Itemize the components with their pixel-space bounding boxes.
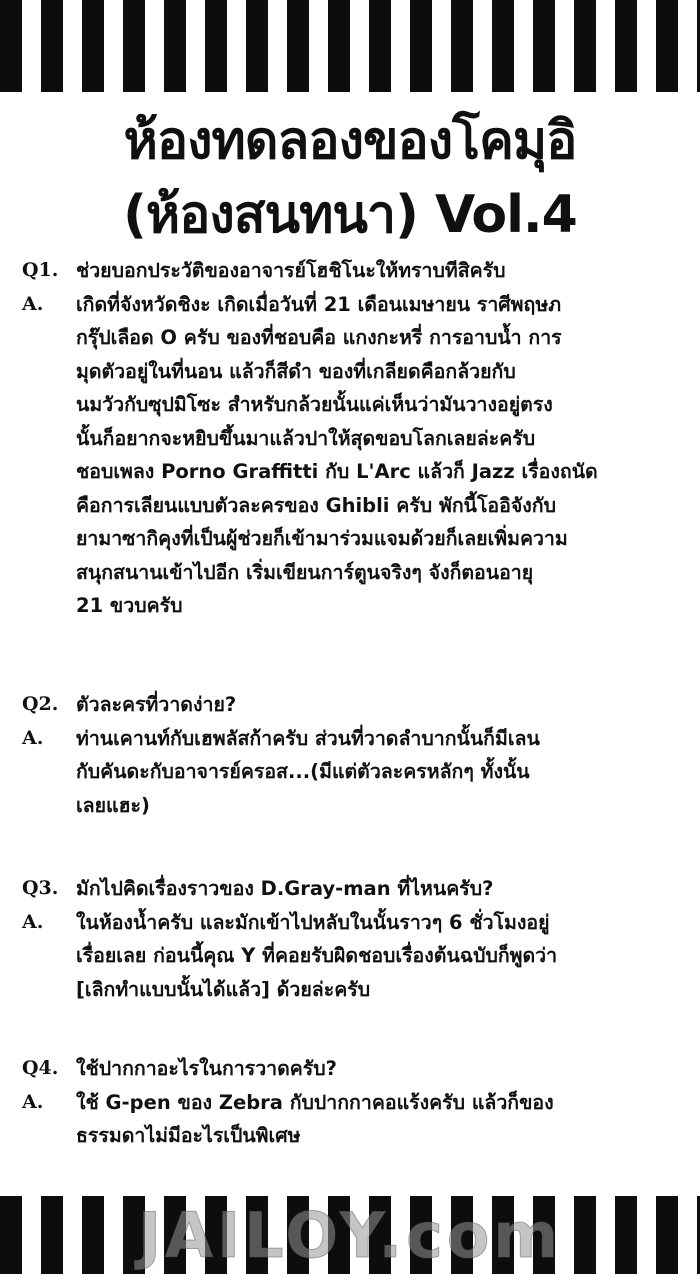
page-title-line-2: (ห้องสนทนา) Vol.4 — [123, 185, 577, 245]
page-title-line-1: ห้องทดลองของโคมุอิ — [123, 111, 577, 171]
answer-line: ยามาซากิคุงที่เป็นผู้ช่วยก็เข้ามาร่วมแจมด้วยก็เลยเพิ่มความ — [76, 527, 568, 550]
answer-line: ธรรมดาไม่มีอะไรเป็นพิเศษ — [76, 1124, 301, 1147]
qa-block-2 — [0, 688, 700, 822]
answer-line: [เลิกทำแบบนั้นได้แล้ว] ด้วยล่ะครับ — [76, 977, 371, 1001]
question-row — [0, 872, 700, 906]
question-label: Q2. — [22, 693, 59, 715]
answer-line: คือการเลียนแบบตัวละครของ Ghibli ครับ พักนี้โออิจังกับ — [76, 493, 556, 517]
watermark: JAILOY.com — [137, 1199, 563, 1272]
question-text: มักไปคิดเรื่องราวของ D.Gray-man ที่ไหนครับ? — [76, 877, 494, 900]
answer-row — [0, 906, 700, 1007]
question-text: ตัวละครที่วาดง่าย? — [76, 693, 237, 716]
answer-line: เลยแฮะ) — [76, 793, 150, 817]
answer-row — [0, 1086, 700, 1153]
question-row — [0, 254, 700, 288]
question-label: Q4. — [22, 1057, 59, 1079]
qa-block-4 — [0, 1052, 700, 1153]
answer-line: ในห้องน้ำครับ และมักเข้าไปหลับในนั้นราวๆ 6 ชั่วโมงอยู่ — [76, 910, 550, 934]
answer-line: นั้นก็อยากจะหยิบขึ้นมาแล้วปาให้สุดขอบโลกเลยล่ะครับ — [76, 426, 536, 450]
question-row — [0, 1052, 700, 1086]
question-text: ช่วยบอกประวัติของอาจารย์โฮชิโนะให้ทราบทีสิครับ — [76, 259, 506, 282]
top-stripe-border — [0, 0, 700, 92]
qa-block-3 — [0, 872, 700, 1006]
answer-line: สนุกสนานเข้าไปอีก เริ่มเขียนการ์ตูนจริงๆ จังก็ตอนอายุ — [76, 560, 534, 584]
answer-line: 21 ขวบครับ — [76, 594, 183, 617]
answer-line: กับคันดะกับอาจารย์ครอส...(มีแต่ตัวละครหลักๆ ทั้งนั้น — [76, 760, 530, 783]
question-label: Q1. — [22, 259, 59, 281]
answer-line: ชอบเพลง Porno Graffitti กับ L'Arc แล้วก็ Jazz เรื่องถนัด — [76, 460, 598, 483]
answer-line: นมวัวกับซุปมิโซะ สำหรับกล้วยนั้นแค่เห็นว่ามันวางอยู่ตรง — [76, 393, 553, 416]
answer-row — [0, 288, 700, 623]
answer-line: มุดตัวอยู่ในที่นอน แล้วก็สีดำ ของที่เกลียดคือกล้วยกับ — [76, 359, 516, 383]
qa-block-1 — [0, 254, 700, 623]
answer-row — [0, 722, 700, 823]
answer-label: A. — [22, 292, 44, 315]
answer-label: A. — [22, 910, 44, 933]
question-text: ใช้ปากกาอะไรในการวาดครับ? — [76, 1057, 337, 1080]
answer-label: A. — [22, 1090, 44, 1113]
answer-line: ใช้ G-pen ของ Zebra กับปากกาคอแร้งครับ แล้วก็ของ — [76, 1090, 554, 1114]
answer-line: เกิดที่จังหวัดชิงะ เกิดเมื่อวันที่ 21 เดือนเมษายน ราศีพฤษภ — [76, 292, 562, 316]
answer-line: ท่านเคานท์กับเฮพลัสก้าครับ ส่วนที่วาดลำบากนั้นก็มีเลน — [76, 726, 540, 750]
question-label: Q3. — [22, 877, 59, 899]
answer-line: เรื่อยเลย ก่อนนี้คุณ Y ที่คอยรับผิดชอบเรื่องต้นฉบับก็พูดว่า — [76, 944, 558, 967]
answer-line: กรุ๊ปเลือด O ครับ ของที่ชอบคือ แกงกะหรี่ การอาบน้ำ การ — [76, 326, 562, 349]
answer-label: A. — [22, 726, 44, 749]
question-row — [0, 688, 700, 722]
